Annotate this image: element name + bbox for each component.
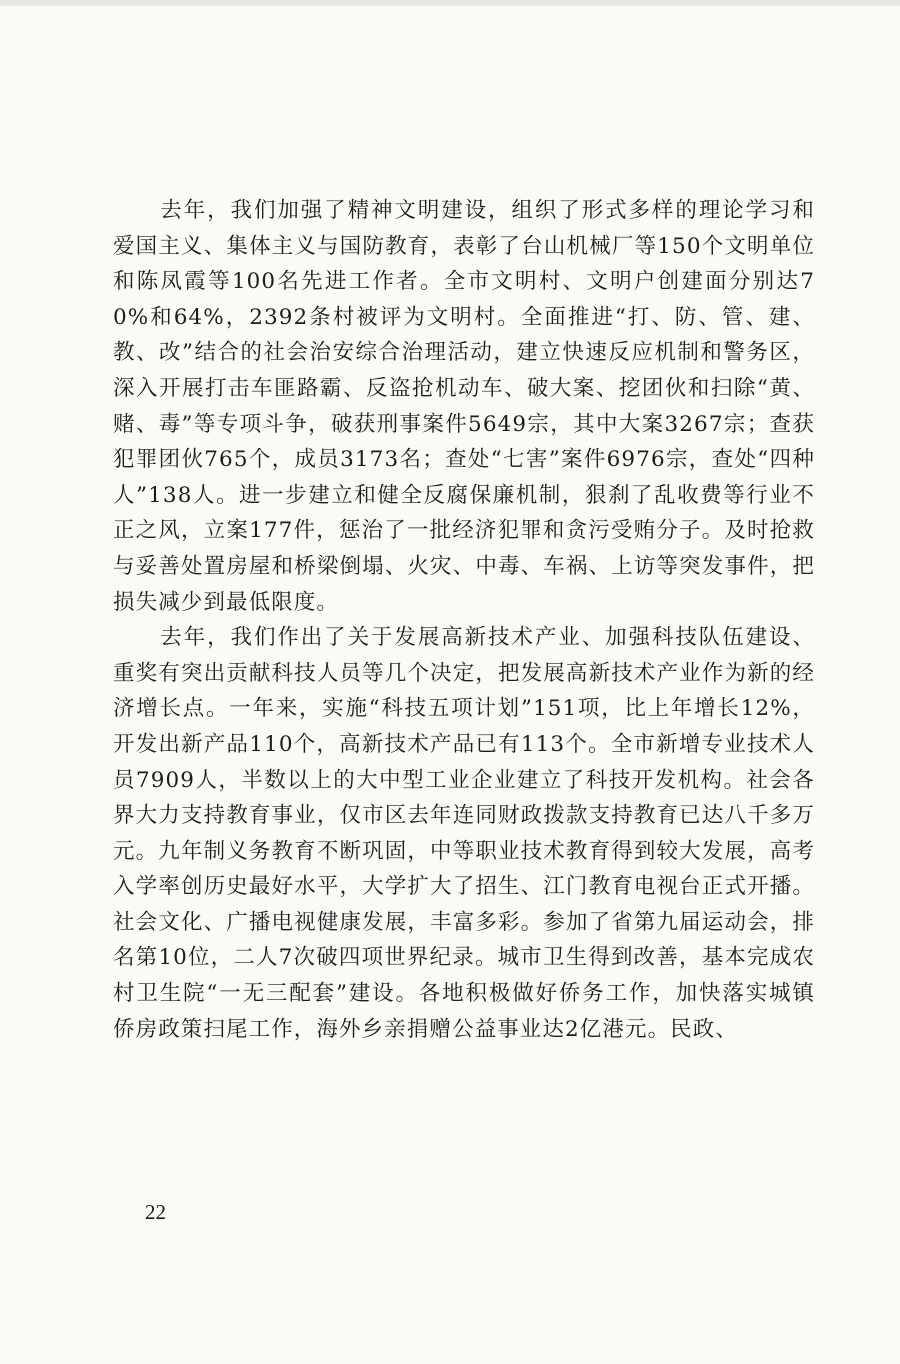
paragraph-spiritual-civilization: 去年，我们加强了精神文明建设，组织了形式多样的理论学习和爱国主义、集体主义与国防教育，表彰了台山机械厂等150个文明单位和陈凤霞等100名先进工作者。全市文明村、文明户创建面分别达70%和64%，2392条村被评为文明村。全面推进“打、防、管、建、教、改”结合的社会治安综合治理活动，建立快速反应机制和警务区，深入开展打击车匪路霸、反盗抢机动车、破大案、挖团伙和扫除“黄、赌、毒”等专项斗争，破获刑事案件5649宗，其中大案3267宗；查获犯罪团伙765个，成员3173名；查处“七害”案件6976宗，查处“四种人”138人。进一步建立和健全反腐保廉机制，狠刹了乱收费等行业不正之风，立案177件，惩治了一批经济犯罪和贪污受贿分子。及时抢救与妥善处置房屋和桥梁倒塌、火灾、中毒、车祸、上访等突发事件，把损失减少到最低限度。 xyxy=(113,198,815,615)
page-number: 22 xyxy=(145,1200,166,1224)
page-body xyxy=(113,193,815,1047)
page-top-edge xyxy=(0,0,900,6)
paragraph-science-education: 去年，我们作出了关于发展高新技术产业、加强科技队伍建设、重奖有突出贡献科技人员等几个决定，把发展高新技术产业作为新的经济增长点。一年来，实施“科技五项计划”151项，比上年增长12%，开发出新产品110个，高新技术产品已有113个。全市新增专业技术人员7909人，半数以上的大中型工业企业建立了科技开发机构。社会各界大力支持教育事业，仅市区去年连同财政拨款支持教育已达八千多万元。九年制义务教育不断巩固，中等职业技术教育得到较大发展，高考入学率创历史最好水平，大学扩大了招生、江门教育电视台正式开播。社会文化、广播电视健康发展，丰富多彩。参加了省第九届运动会，排名第10位，二人7次破四项世界纪录。城市卫生得到改善，基本完成农村卫生院“一无三配套”建设。各地积极做好侨务工作，加快落实城镇侨房政策扫尾工作，海外乡亲捐赠公益事业达2亿港元。民政、 xyxy=(113,625,815,1042)
